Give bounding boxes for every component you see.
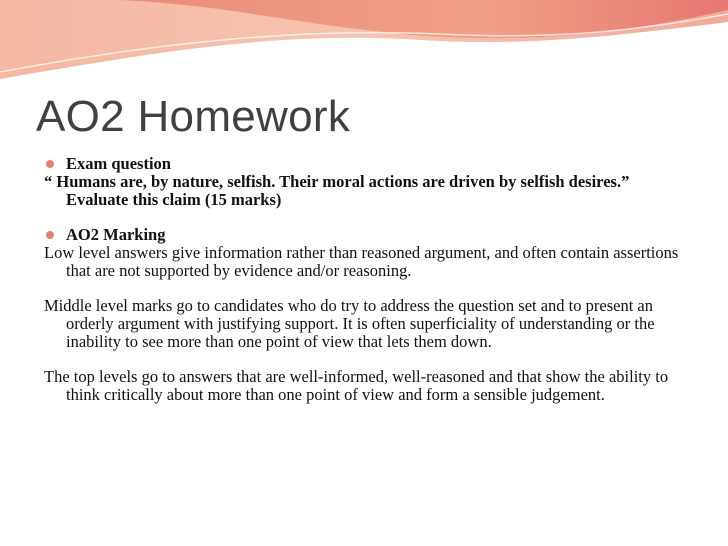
bullet-dot-icon bbox=[46, 160, 54, 168]
exam-question-label: Exam question bbox=[66, 154, 171, 173]
top-level-paragraph: The top levels go to answers that are well-informed, well-reasoned and that show the ability to think critically about more than one point of view and form a sensible judgement. bbox=[44, 367, 669, 404]
middle-level-paragraph: Middle level marks go to candidates who do try to address the question set and to present an orderly argument with justifying support. It is often superficiality of understanding or the inability to see more than one point of view that lets them down. bbox=[44, 296, 655, 351]
bullet-dot-icon bbox=[46, 231, 54, 239]
exam-question-quote: “ Humans are, by nature, selfish. Their moral actions are driven by selfish desires.” bbox=[44, 172, 630, 191]
slide-title: AO2 Homework bbox=[36, 92, 351, 141]
ao2-marking-label: AO2 Marking bbox=[66, 225, 166, 244]
exam-question-evaluate: Evaluate this claim (15 marks) bbox=[66, 190, 282, 209]
header-wave-decoration bbox=[0, 0, 728, 90]
exam-question-text bbox=[44, 173, 704, 209]
low-level-paragraph: Low level answers give information rather than reasoned argument, and often contain assertions that are not supported by evidence and/or reasoning. bbox=[44, 243, 679, 280]
bullet-exam-question bbox=[44, 155, 704, 173]
bullet-ao2-marking bbox=[44, 226, 704, 244]
slide-body bbox=[44, 155, 704, 404]
